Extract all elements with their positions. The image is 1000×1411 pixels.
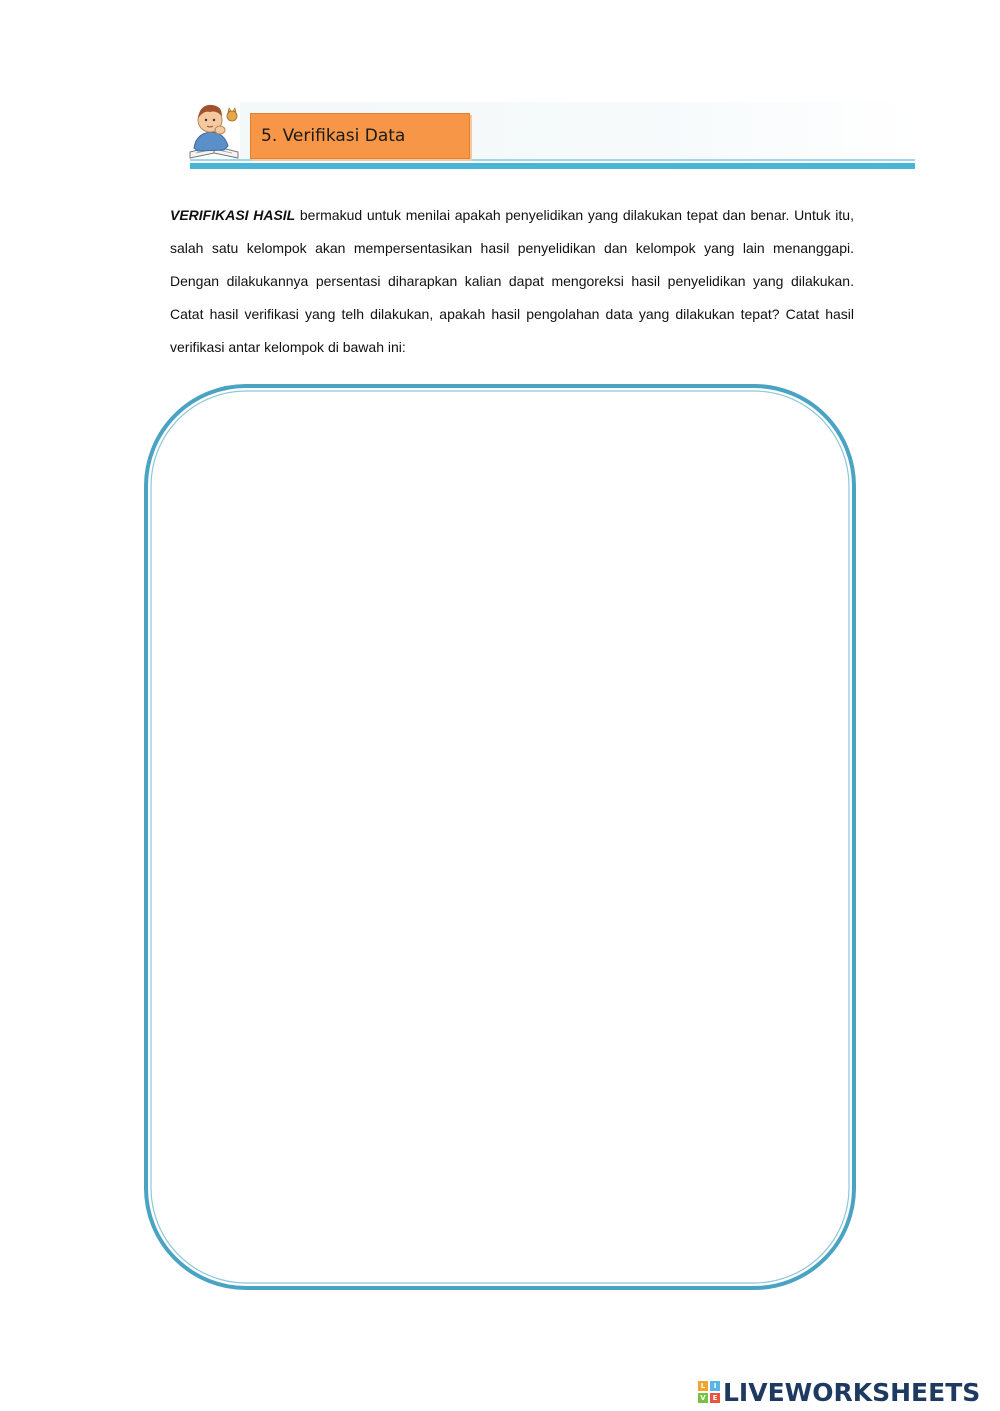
logo-letter: E — [710, 1393, 720, 1403]
instruction-lead: VERIFIKASI HASIL — [170, 207, 296, 223]
logo-letter: I — [710, 1381, 720, 1391]
instruction-body: bermakud untuk menilai apakah penyelidikan yang dilakukan tepat dan benar. Untuk itu, salah satu kelompok akan mempersentasikan hasil penyelidikan dan kelompok yang lain menanggapi. Dengan dilakukannya persentasi diharapkan kalian dapat mengoreksi hasil penyelidikan yang dilakukan. Catat hasil verifikasi yang telh dilakukan, apakah hasil pengolahan data yang dilakukan tepat? Catat hasil verifikasi antar kelompok di bawah ini: — [170, 207, 854, 355]
header-divider — [190, 163, 915, 169]
answer-box[interactable] — [142, 382, 858, 1292]
liveworksheets-logo — [698, 1376, 980, 1408]
logo-mark-icon — [698, 1381, 720, 1403]
section-header — [180, 96, 915, 178]
student-reading-icon — [180, 96, 250, 166]
instruction-paragraph — [170, 199, 854, 364]
section-title: 5. Verifikasi Data — [261, 126, 406, 146]
section-title-box — [250, 113, 470, 159]
logo-letter: L — [698, 1381, 708, 1391]
header-divider-thin — [190, 159, 915, 161]
logo-letter: V — [698, 1393, 708, 1403]
logo-wordmark: LIVEWORKSHEETS — [723, 1377, 981, 1407]
